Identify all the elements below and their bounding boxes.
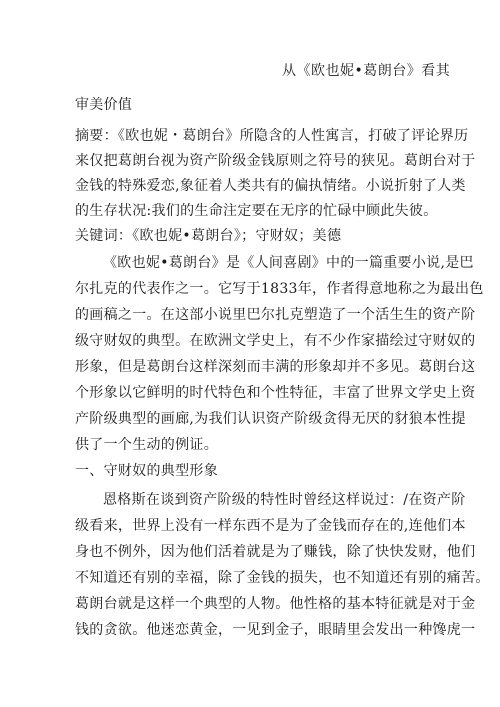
body-line: 恩格斯在谈到资产阶级的特性时曾经这样说过：/在资产阶 (103, 492, 466, 508)
body-line: 级看来，世界上没有一样东西不是为了金钱而存在的,连他们本 (75, 518, 466, 534)
title-line-2: 审美价值 (75, 97, 133, 113)
section-heading: 一、守财奴的典型形象 (75, 463, 218, 479)
intro-line: 级守财奴的典型。在欧洲文学史上，有不少作家描绘过守财奴的 (75, 333, 476, 349)
body-line: 葛朗台就是这样一个典型的人物。他性格的基本特征就是对于金 (75, 596, 476, 612)
abstract-line: 来仅把葛朗台视为资产阶级金钱原则之符号的狭见。葛朗台对于 (75, 153, 476, 169)
intro-line: 《欧也妮•葛朗台》是《人间喜剧》中的一篇重要小说,是巴 (103, 255, 474, 271)
abstract-line: 摘要：《欧也妮・葛朗台》所隐含的人性寓言，打破了评论界历 (75, 128, 469, 144)
body-line: 钱的贪欲。他迷恋黄金，一见到金子，眼睛里会发出一种馋虎一 (75, 622, 476, 638)
intro-line: 产阶级典型的画廊,为我们认识资产阶级贪得无厌的豺狼本性提 (75, 411, 466, 427)
intro-line: 个形象以它鲜明的时代特色和个性特征，丰富了世界文学史上资 (75, 385, 476, 401)
keywords-line: 关键词：《欧也妮•葛朗台》；守财奴；美德 (75, 228, 342, 244)
intro-line: 尔扎克的代表作之一。它写于1833年，作者得意地称之为最出色 (75, 281, 484, 297)
title-line-1: 从《欧也妮•葛朗台》看其 (282, 63, 451, 79)
body-line: 身也不例外，因为他们活着就是为了赚钱，除了快快发财，他们 (75, 544, 476, 560)
intro-line: 的画稿之一。在这部小说里巴尔扎克塑造了一个活生生的资产阶 (75, 307, 476, 323)
intro-line: 供了一个生动的例证。 (75, 437, 218, 453)
abstract-line: 金钱的特殊爱恋,象征着人类共有的偏执情绪。小说折射了人类 (75, 178, 466, 194)
intro-line: 形象，但是葛朗台这样深刻而丰满的形象却并不多见。葛朗台这 (75, 359, 476, 375)
abstract-line: 的生存状况:我们的生命注定要在无序的忙碌中顾此失彼。 (75, 203, 438, 219)
body-line: 不知道还有别的幸福，除了金钱的损失，也不知道还有别的痛苦。 (75, 570, 490, 586)
